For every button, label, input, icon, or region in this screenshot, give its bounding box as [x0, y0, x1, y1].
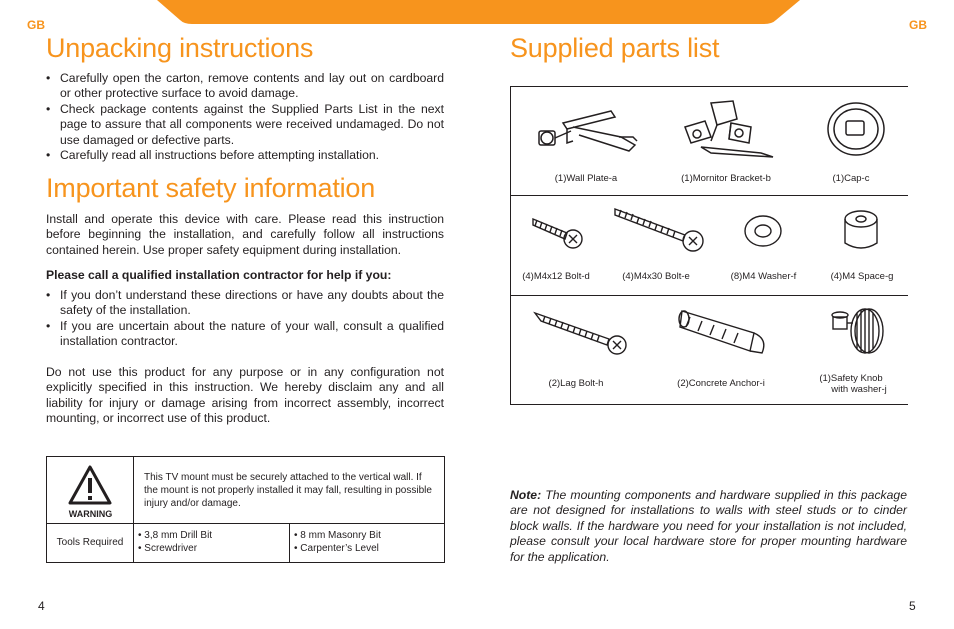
m4x30-bolt-icon [611, 203, 711, 253]
part-label: (1)Mornitor Bracket-b [681, 173, 771, 184]
cap-icon [821, 99, 891, 159]
tools-required-label: Tools Required [47, 524, 134, 562]
warning-box [46, 456, 445, 563]
parts-diagram-box [510, 86, 908, 405]
disclaimer: Do not use this product for any purpose or in any configuration not explicitly specified in this instruction. We hereby disclaim any and all liability for injury or damage arising from incorrect assembly, incorrect mounting, or incorrect use of this product. [46, 365, 444, 426]
tool-item: 3,8 mm Drill Bit [144, 530, 213, 541]
note-label: Note: [510, 488, 542, 502]
parts-list-title: Supplied parts list [510, 33, 720, 63]
divider [511, 295, 908, 296]
part-label: (2)Concrete Anchor-i [677, 378, 765, 389]
note-text: The mounting components and hardware supplied in this package are not designed for installations to walls with steel studs or to cinder block walls. If the hardware you need for your installation is not included, please consult your local hardware store for proper mounting hardware for the application. [510, 488, 907, 564]
part-label: (8)M4 Washer-f [730, 271, 797, 282]
tool-item: 8 mm Masonry Bit [300, 530, 381, 541]
list-item: • If you don’t understand these directions or have any doubts about the safety of the installation. [46, 288, 444, 319]
language-tag-left: GB [27, 18, 45, 32]
safety-list [46, 288, 444, 350]
part-label: (4)M4x12 Bolt-d [522, 271, 590, 282]
warning-text: This TV mount must be securely attached to the vertical wall. If the mount is not properly installed it may fall, resulting in possible injury and/or damage. [134, 457, 444, 524]
safety-title: Important safety information [46, 173, 376, 203]
safety-bold-heading: Please call a qualified installation contractor for help if you: [46, 268, 392, 282]
header-banner [0, 0, 954, 24]
note-paragraph [510, 488, 907, 565]
list-item: • Carefully read all instructions before attempting installation. [46, 148, 444, 163]
wall-plate-icon [523, 101, 648, 161]
warning-triangle-icon [68, 465, 112, 505]
warning-label: WARNING [68, 509, 113, 519]
language-tag-right: GB [909, 18, 927, 32]
list-item: • Check package contents against the Supplied Parts List in the next page to assure that all components were received undamaged. Do not use damaged or defective parts. [46, 102, 444, 148]
part-label: (1)Cap-c [832, 173, 870, 184]
tools-column-2: • 8 mm Masonry Bit • Carpenter’s Level [294, 530, 381, 554]
page-number-right: 5 [909, 599, 916, 613]
part-label: (2)Lag Bolt-h [548, 378, 604, 389]
m4x12-bolt-icon [529, 211, 589, 251]
part-label: with washer-j [831, 384, 887, 395]
divider [511, 195, 908, 196]
page-number-left: 4 [38, 599, 45, 613]
part-label: (4)M4 Space-g [830, 271, 894, 282]
lag-bolt-icon [533, 309, 633, 357]
warning-icon-cell [47, 457, 134, 524]
tool-item: Carpenter’s Level [300, 543, 379, 554]
m4-washer-icon [741, 211, 785, 251]
unpacking-title: Unpacking instructions [46, 33, 314, 63]
tool-item: Screwdriver [144, 543, 198, 554]
unpacking-list [46, 71, 444, 163]
part-label: (1)Safety Knob [819, 373, 883, 384]
m4-spacer-icon [839, 207, 883, 253]
safety-intro: Install and operate this device with care. Please read this instruction before beginning the installation, and carefully follow all instructions contained herein. Use proper safety equipment during installation. [46, 212, 444, 257]
list-item: • If you are uncertain about the nature of your wall, consult a qualified installation contractor. [46, 319, 444, 350]
list-item: • Carefully open the carton, remove contents and lay out on cardboard or other protective surface to avoid damage. [46, 71, 444, 102]
tools-column-1: • 3,8 mm Drill Bit • Screwdriver [134, 524, 290, 562]
part-label: (1)Wall Plate-a [554, 173, 618, 184]
part-label: (4)M4x30 Bolt-e [622, 271, 690, 282]
monitor-bracket-icon [671, 97, 781, 163]
concrete-anchor-icon [676, 303, 776, 359]
safety-knob-icon [821, 303, 891, 365]
